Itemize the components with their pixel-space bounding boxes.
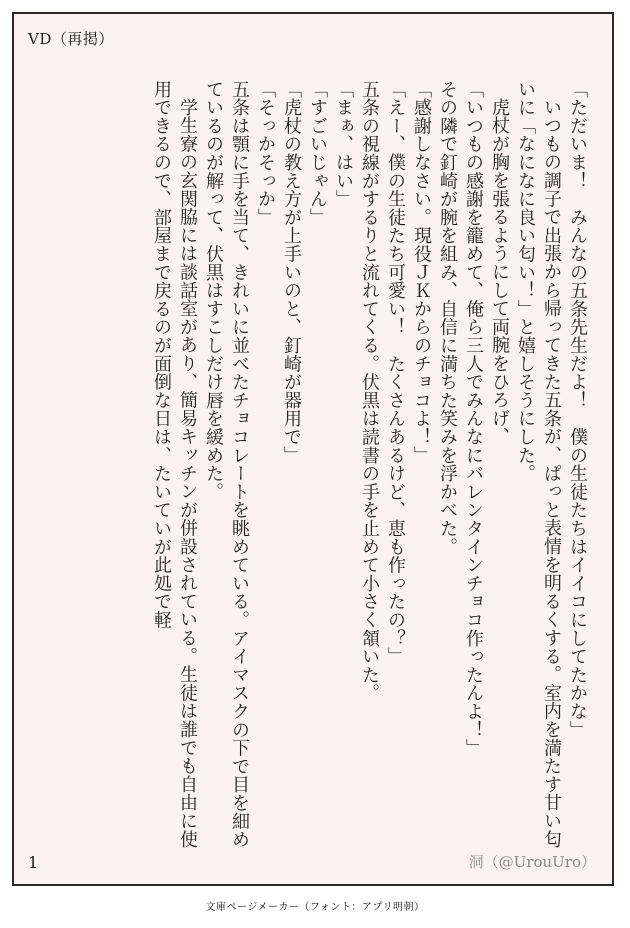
paragraph: 「虎杖の教え方が上手いのと、釘崎が器用で」 (281, 80, 302, 465)
paragraph: 五条は顎に手を当て、きれいに並べたチョコレートを眺めている。アイマスクの下で目を細めているのが解って、伏黒はすこしだけ唇を緩めた。 (203, 80, 250, 849)
generator-credit: 文庫ページメーカー（フォント：アプリ明朝） (205, 902, 425, 913)
page-number: 1 (28, 853, 39, 872)
paragraph: いつもの調子で出張から帰ってきた五条が、ぱっと表情を明るくする。室内を満たす甘い匂いに「なになに良い匂い！」と嬉しそうにした。 (515, 80, 562, 849)
paragraph: 「感謝しなさい。現役ＪＫからのチョコよ！」 (411, 80, 432, 465)
novel-body (34, 80, 590, 850)
paragraph: 五条の視線がするりと流れてくる。伏黒は読書の手を止めて小さく頷いた。 (359, 80, 380, 703)
paragraph: 「いつもの感謝を籠めて、俺ら三人でみんなにバレンタインチョコ作ったんよ！」 (463, 80, 484, 758)
paragraph: 「まぁ、はい」 (333, 80, 354, 209)
paragraph: 「えー、僕の生徒たち可愛い！ たくさんあるけど、恵も作ったの？」 (385, 80, 406, 666)
paragraph: その隣で釘崎が腕を組み、自信に満ちた笑みを浮かべた。 (437, 80, 458, 556)
paragraph: 虎杖が胸を張るようにして両腕をひろげ、 (489, 98, 510, 446)
novel-page (12, 12, 614, 886)
author-credit: 洞（@UrouUro） (468, 853, 596, 871)
page-title: VD（再掲） (28, 30, 114, 48)
paragraph: 学生寮の玄関脇には談話室があり、簡易キッチンが併設されている。生徒は誰でも自由に使用できるので、部屋まで戻るのが面倒な日は、たいていが此処で軽 (151, 80, 198, 849)
paragraph: 「すごいじゃん」 (307, 80, 328, 227)
paragraph: 「そっかそっか」 (255, 80, 276, 227)
paragraph: 「ただいま！ みんなの五条先生だよ！ 僕の生徒たちはイイコにしてたかな」 (567, 80, 588, 739)
